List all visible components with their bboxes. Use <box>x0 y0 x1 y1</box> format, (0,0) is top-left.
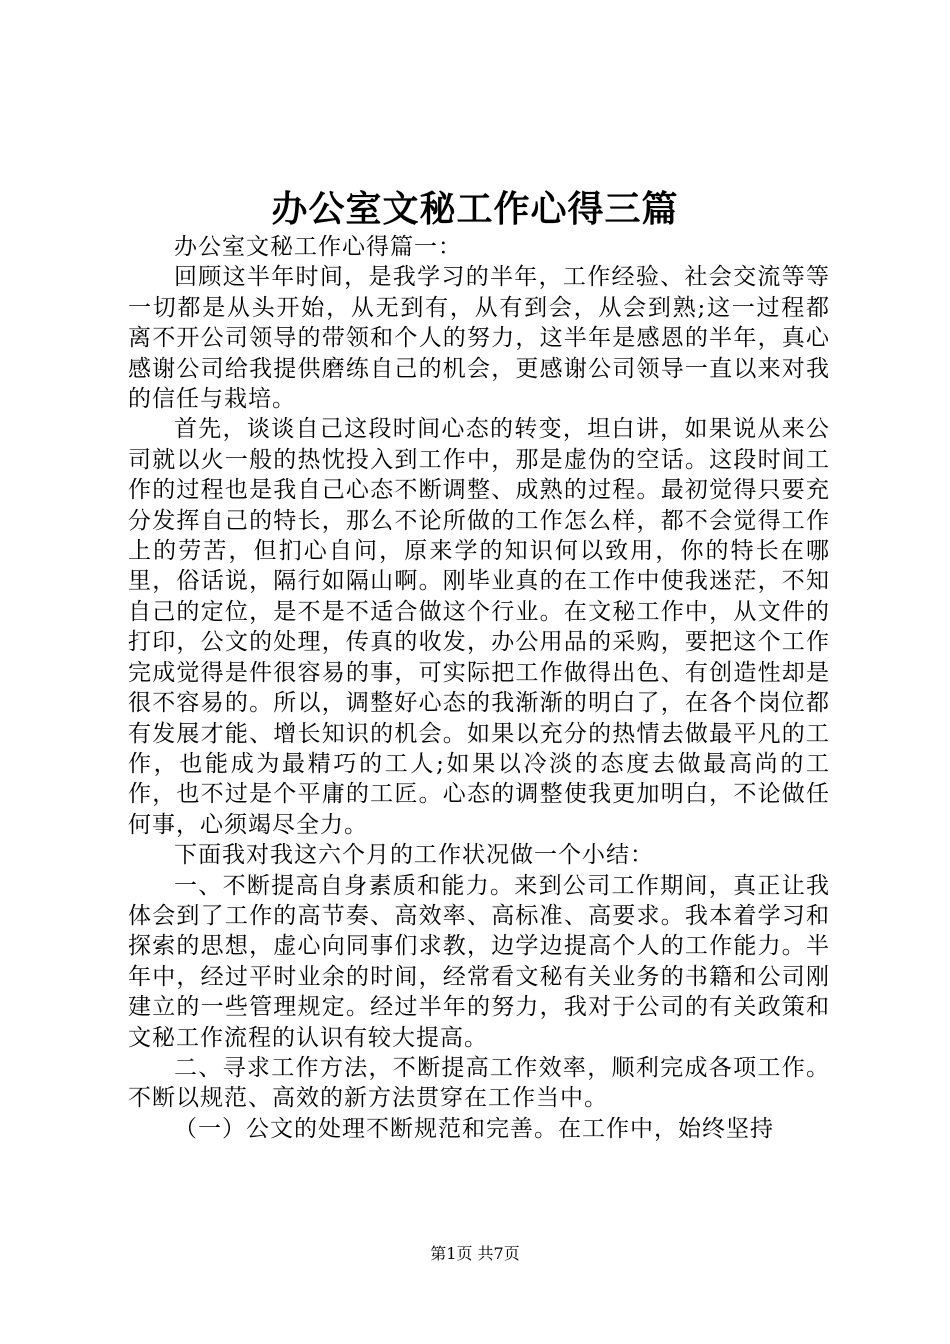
document-title: 办公室文秘工作心得三篇 <box>271 188 679 230</box>
paragraph: 一、不断提高自身素质和能力。来到公司工作期间，真正让我体会到了工作的高节奏、高效率、高标准、高要求。我本着学习和探索的思想，虚心向同事们求教，边学边提高个人的工作能力。半年中，经过平时业余的时间，经常看文秘有关业务的书籍和公司刚建立的一些管理规定。经过半年的努力，我对于公司的有关政策和文秘工作流程的认识有较大提高。 <box>128 872 830 1051</box>
paragraph-heading: 办公室文秘工作心得篇一： <box>174 234 462 260</box>
paragraph: 二、寻求工作方法，不断提高工作效率，顺利完成各项工作。不断以规范、高效的新方法贯穿在工作当中。 <box>128 1054 830 1112</box>
paragraph: 首先，谈谈自己这段时间心态的转变，坦白讲，如果说从来公司就以火一般的热忱投入到工作中，那是虚伪的空话。这段时间工作的过程也是我自己心态不断调整、成熟的过程。最初觉得只要充分发挥自己的特长，那么不论所做的工作怎么样，都不会觉得工作上的劳苦，但扪心自问，原来学的知识何以致用，你的特长在哪里，俗话说，隔行如隔山啊。刚毕业真的在工作中使我迷茫，不知自己的定位，是不是不适合做这个行业。在文秘工作中，从文件的打印，公文的处理，传真的收发，办公用品的采购，要把这个工作完成觉得是件很容易的事，可实际把工作做得出色、有创造性却是很不容易的。所以，调整好心态的我渐渐的明白了，在各个岗位都有发展才能、增长知识的机会。如果以充分的热情去做最平凡的工作，也能成为最精巧的工人;如果以冷淡的态度去做最高尚的工作，也不过是个平庸的工匠。心态的调整使我更加明白，不论做任何事，心须竭尽全力。 <box>128 416 830 838</box>
paragraph: 下面我对我这六个月的工作状况做一个小结： <box>174 842 654 869</box>
paragraph: 回顾这半年时间，是我学习的半年，工作经验、社会交流等等一切都是从头开始，从无到有，从有到会，从会到熟;这一过程都离不开公司领导的带领和个人的努力，这半年是感恩的半年，真心感谢公司给我提供磨练自己的机会，更感谢公司领导一直以来对我的信任与栽培。 <box>128 264 830 413</box>
page-number-footer: 第1页 共7页 <box>430 1244 520 1263</box>
paragraph: （一）公文的处理不断规范和完善。在工作中，始终坚持 <box>174 1115 774 1142</box>
document-body <box>128 232 830 1144</box>
